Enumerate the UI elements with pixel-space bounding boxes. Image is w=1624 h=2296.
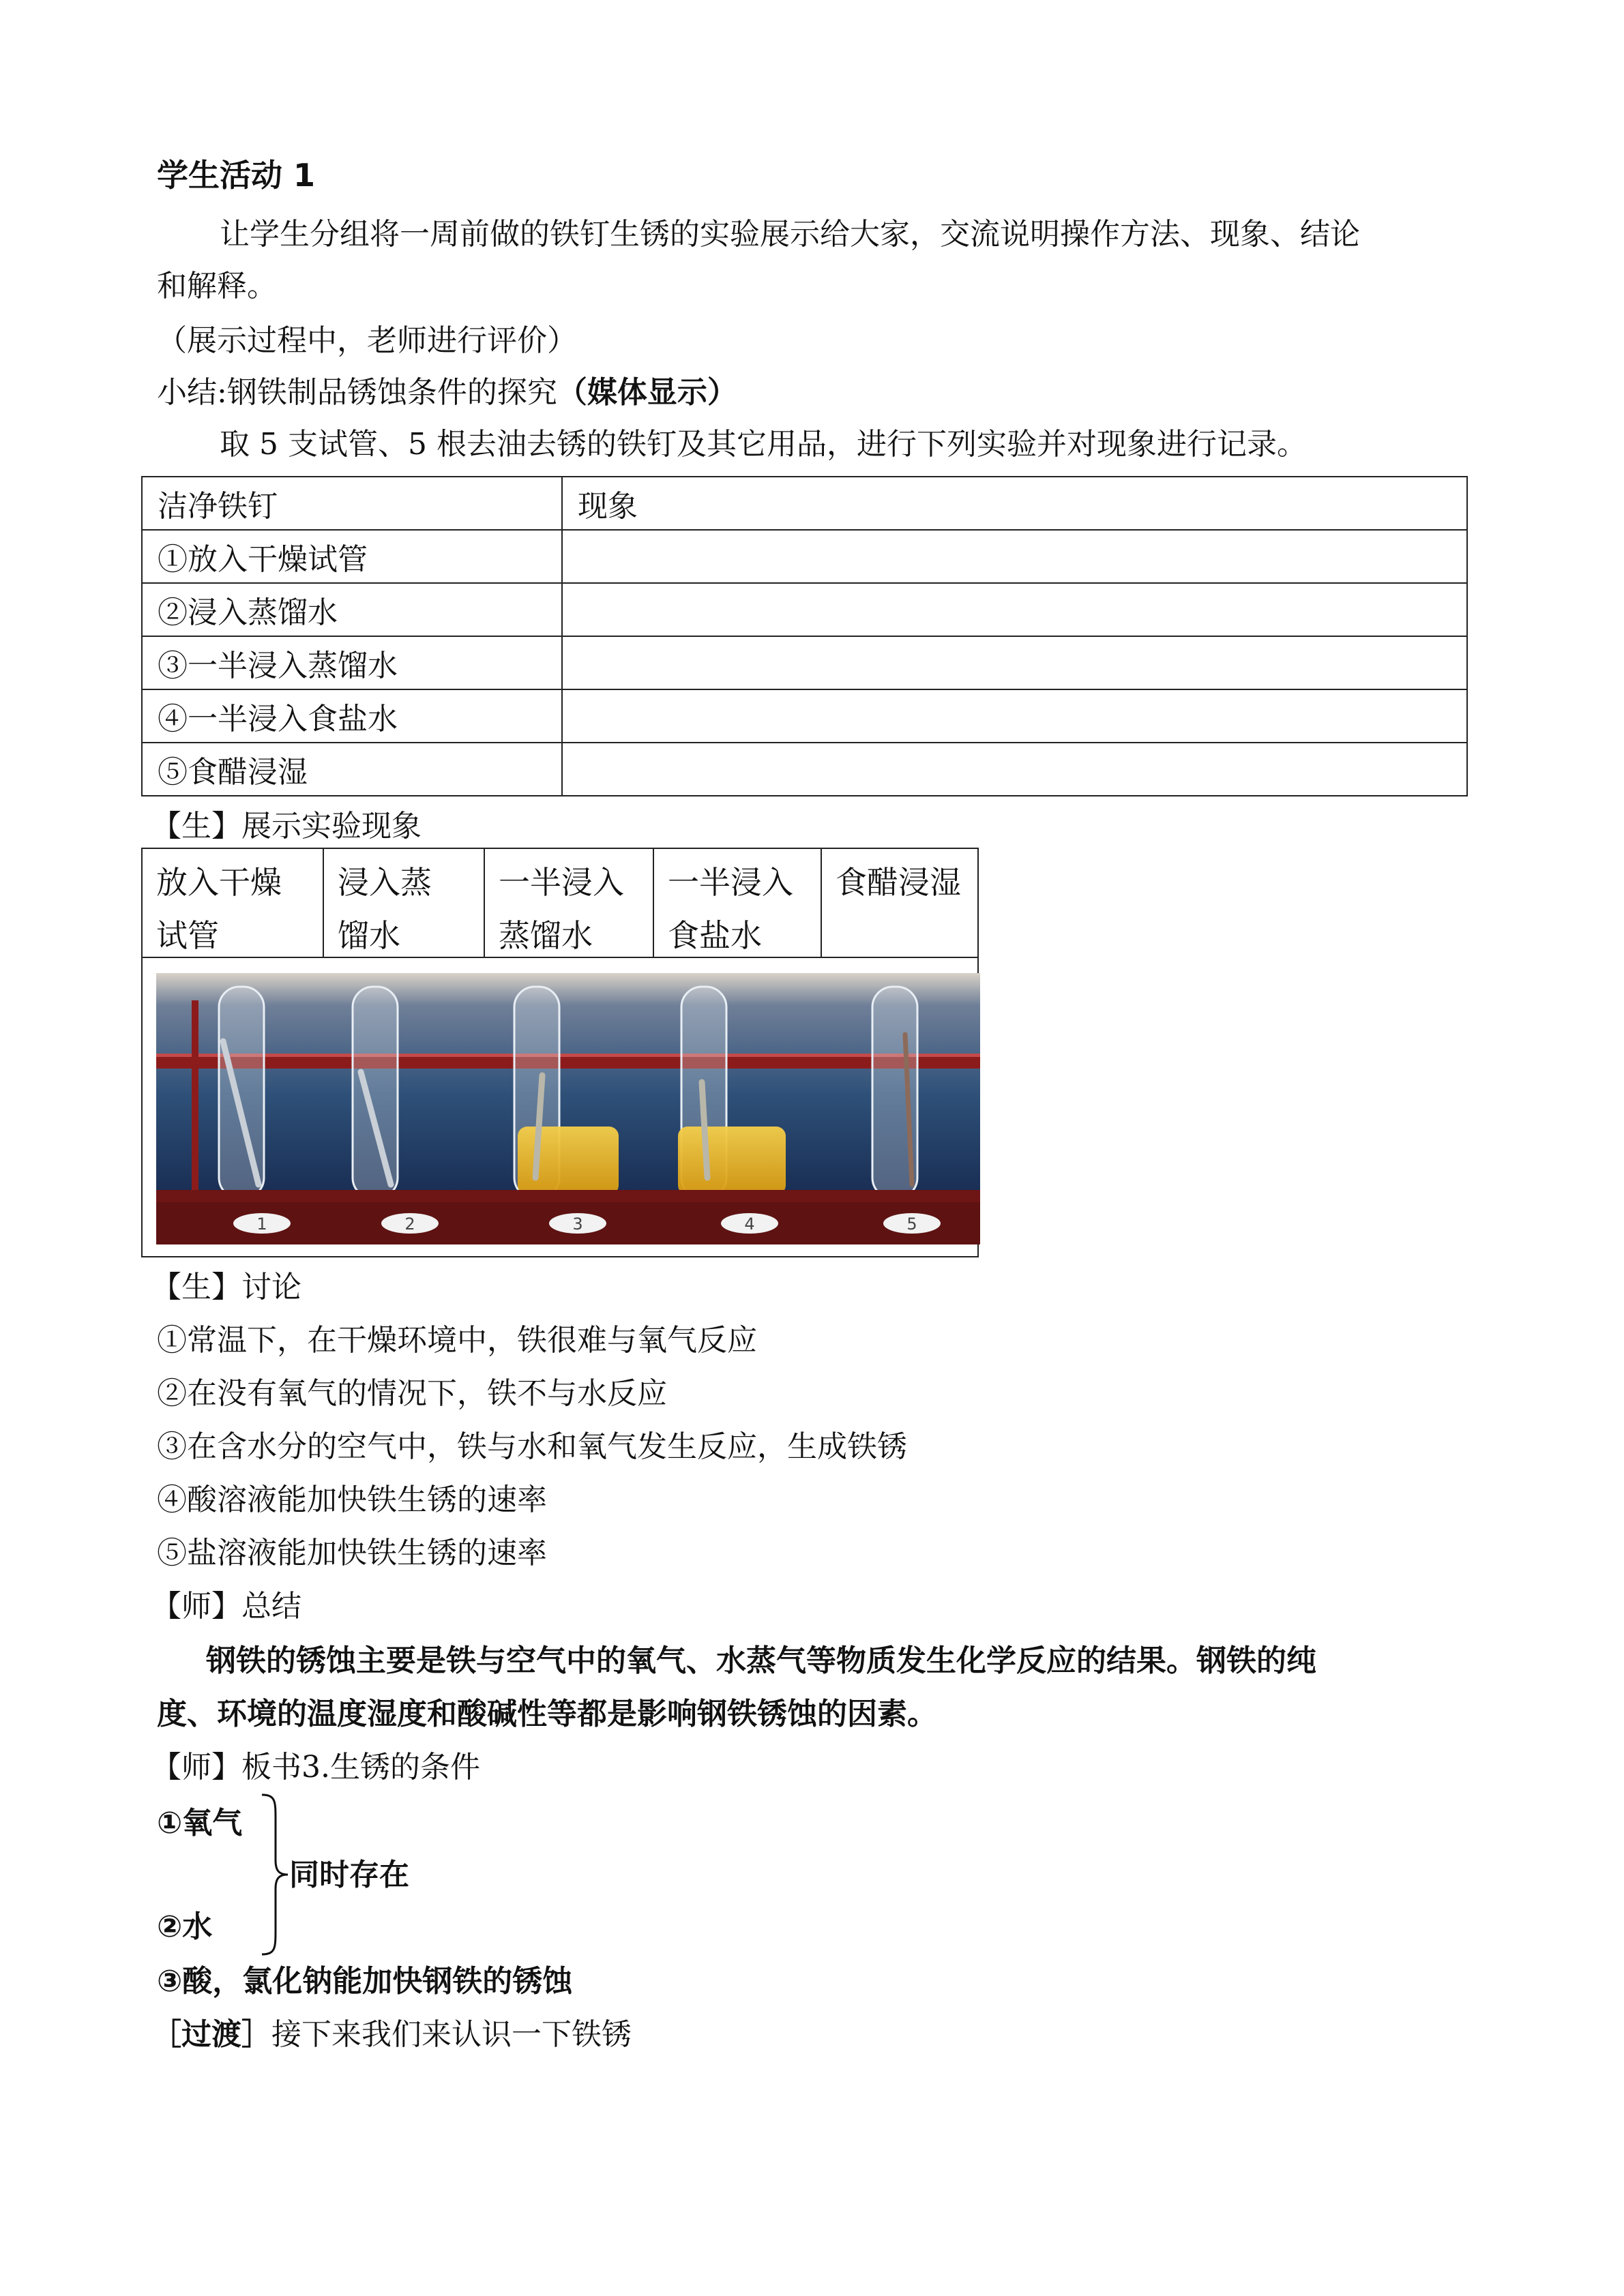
condition-together: 同时存在 xyxy=(289,1858,409,1892)
rack-pole xyxy=(192,1000,198,1205)
photo-table-header-cell xyxy=(822,849,977,957)
board-title: 3.生锈的条件 xyxy=(301,1750,480,1785)
table-cell xyxy=(562,583,1467,636)
table-cell xyxy=(562,530,1467,583)
discussion-item: ②在没有氧气的情况下，铁不与水反应 xyxy=(157,1376,667,1411)
intro-text-line1: 让学生分组将一周前做的铁钉生锈的实验展示给大家，交流说明操作方法、现象、结论 xyxy=(220,217,1360,252)
svg-text:2: 2 xyxy=(404,1214,415,1234)
header-line: 浸入蒸 xyxy=(338,864,432,901)
show-phenomenon-label: 【生】展示实验现象 xyxy=(151,809,422,844)
condition-water: ②水 xyxy=(157,1909,213,1944)
header-line: 放入干燥 xyxy=(156,864,282,901)
conclusion-line1: 钢铁的锈蚀主要是铁与空气中的氧气、水蒸气等物质发生化学反应的结果。钢铁的纯 xyxy=(206,1643,1316,1678)
table-header-cell: 洁净铁钉 xyxy=(142,477,562,530)
rack-lower-bar xyxy=(156,1190,980,1202)
photo-table-header-cell xyxy=(324,849,485,957)
test-tube-photo xyxy=(156,973,980,1244)
table-cell xyxy=(562,689,1467,743)
tube-label-2 xyxy=(381,1213,439,1234)
header-line: 馏水 xyxy=(338,917,400,954)
table-cell: ③一半浸入蒸馏水 xyxy=(142,636,562,689)
tube-label-1 xyxy=(233,1213,291,1234)
svg-text:5: 5 xyxy=(906,1214,917,1234)
board-prefix: 【师】板书 xyxy=(151,1750,301,1785)
condition-acid-salt: ③酸，氯化钠能加快钢铁的锈蚀 xyxy=(157,1964,573,1999)
tube-label-4 xyxy=(721,1213,778,1234)
header-line: 食醋浸湿 xyxy=(836,864,961,901)
teacher-summary-title: 【师】总结 xyxy=(151,1589,301,1624)
photo-table-header-cell xyxy=(485,849,654,957)
table-cell: ⑤食醋浸湿 xyxy=(142,743,562,796)
summary-prefix: 小结:钢铁制品锈蚀条件的探究 xyxy=(157,375,557,410)
table-row xyxy=(142,583,1467,636)
teacher-evaluation-note: （展示过程中，老师进行评价） xyxy=(157,323,577,358)
activity-heading: 学生活动 1 xyxy=(157,157,316,194)
test-tube-5 xyxy=(872,987,917,1198)
rack-upper-highlight xyxy=(156,1054,980,1057)
transition-label: ［过渡］ xyxy=(151,2017,271,2052)
discussion-item: ③在含水分的空气中，铁与水和氧气发生反应，生成铁锈 xyxy=(157,1429,907,1464)
table-cell xyxy=(562,743,1467,796)
board-writing-line xyxy=(151,1750,480,1786)
header-line: 一半浸入 xyxy=(499,864,624,901)
observation-table xyxy=(141,476,1468,796)
transition-line xyxy=(151,2017,632,2053)
table-cell: ④一半浸入食盐水 xyxy=(142,689,562,743)
header-line: 试管 xyxy=(156,917,219,954)
procedure-text: 取 5 支试管、5 根去油去锈的铁钉及其它用品，进行下列实验并对现象进行记录。 xyxy=(220,427,1307,462)
table-header-cell: 现象 xyxy=(562,477,1467,530)
table-row xyxy=(142,743,1467,796)
photo-table-header-cell xyxy=(143,849,324,957)
discussion-item: ④酸溶液能加快铁生锈的速率 xyxy=(157,1482,547,1517)
intro-text-line2: 和解释。 xyxy=(157,269,277,303)
test-tube-1 xyxy=(219,987,264,1198)
svg-text:1: 1 xyxy=(256,1214,267,1234)
table-row xyxy=(142,689,1467,743)
photo-table-header xyxy=(143,849,977,958)
header-line: 蒸馏水 xyxy=(499,917,593,954)
summary-media-label: （媒体显示） xyxy=(557,375,737,410)
table-header-row xyxy=(142,477,1467,530)
tube-label-3 xyxy=(549,1213,606,1234)
table-cell: ①放入干燥试管 xyxy=(142,530,562,583)
experiment-photo-table xyxy=(141,848,979,1257)
conclusion-line2: 度、环境的温度湿度和酸碱性等都是影响钢铁锈蚀的因素。 xyxy=(157,1697,937,1731)
table-cell xyxy=(562,636,1467,689)
discussion-item: ①常温下，在干燥环境中，铁很难与氧气反应 xyxy=(157,1323,757,1358)
table-row xyxy=(142,530,1467,583)
table-cell: ②浸入蒸馏水 xyxy=(142,583,562,636)
header-line: 食盐水 xyxy=(668,917,762,954)
table-row xyxy=(142,636,1467,689)
summary-line xyxy=(157,375,737,411)
photo-table-header-cell xyxy=(654,849,822,957)
discussion-title: 【生】讨论 xyxy=(151,1270,301,1304)
condition-oxygen: ①氧气 xyxy=(157,1806,243,1840)
svg-text:3: 3 xyxy=(572,1214,583,1234)
header-line: 一半浸入 xyxy=(668,864,793,901)
discussion-item: ⑤盐溶液能加快铁生锈的速率 xyxy=(157,1536,547,1570)
tube-label-5 xyxy=(883,1213,941,1234)
transition-text: 接下来我们来认识一下铁锈 xyxy=(271,2017,632,2052)
svg-text:4: 4 xyxy=(744,1214,755,1234)
test-tube-2 xyxy=(353,987,398,1198)
